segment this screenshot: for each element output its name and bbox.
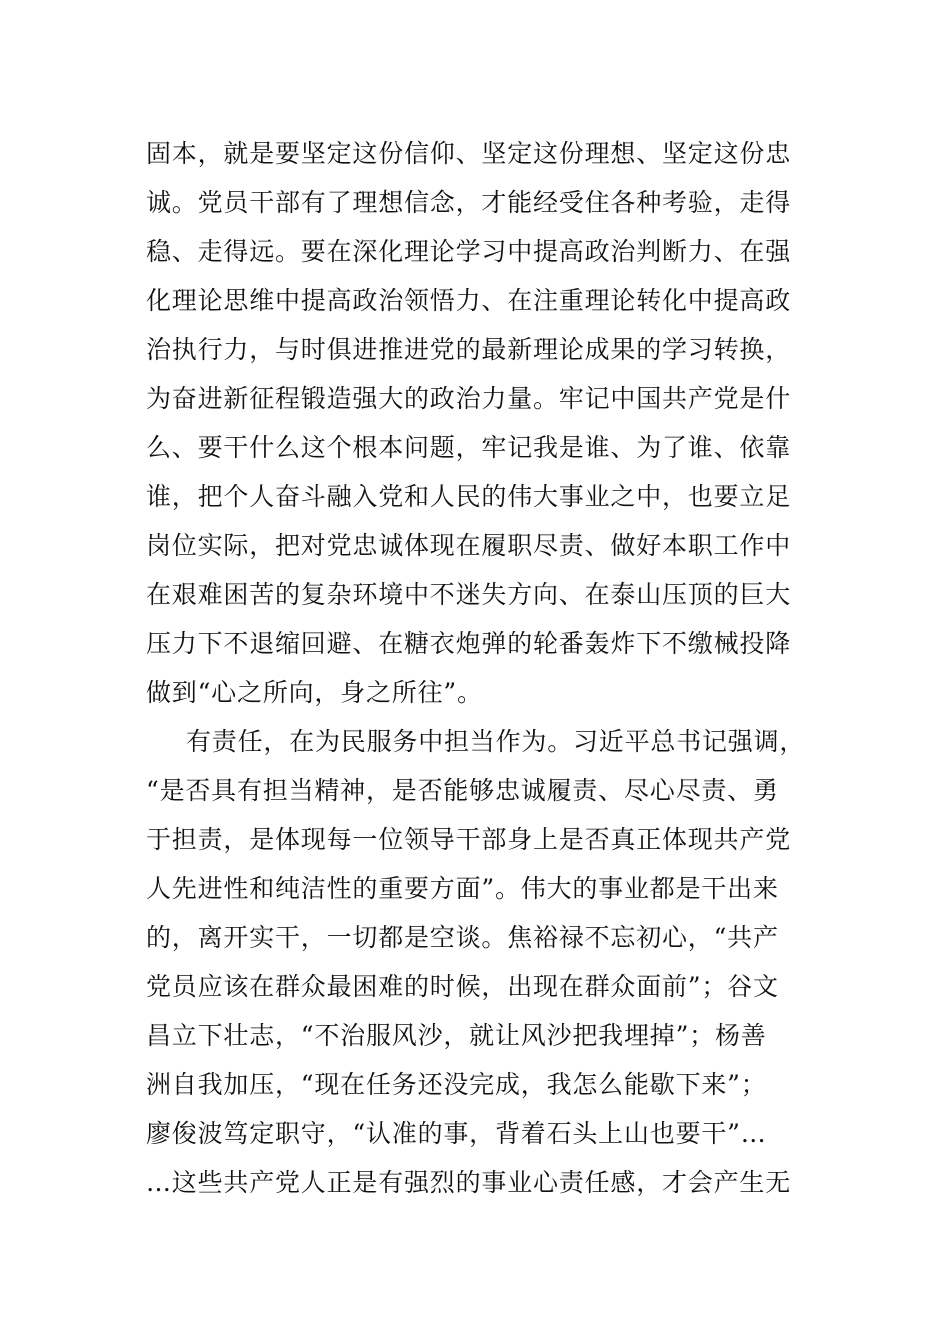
text-line: …这些共产党人正是有强烈的事业心责任感，才会产生无	[146, 1168, 792, 1197]
text-line: 廖俊波笃定职守，“认准的事，背着石头上山也要干”…	[146, 1119, 767, 1148]
text-line: 人先进性和纯洁性的重要方面”。伟大的事业都是干出来	[146, 874, 779, 903]
text-line: 化理论思维中提高政治领悟力、在注重理论转化中提高政	[146, 286, 792, 315]
text-line: 治执行力，与时俱进推进党的最新理论成果的学习转换，	[146, 335, 792, 364]
text-line: 压力下不退缩回避、在糖衣炮弹的轮番轰炸下不缴械投降	[146, 629, 792, 658]
text-line: 的，离开实干，一切都是空谈。焦裕禄不忘初心，“共产	[146, 923, 779, 952]
paragraph-first-line: 有责任，在为民服务中担当作为。习近平总书记强调，	[186, 727, 806, 756]
text-line: 党员应该在群众最困难的时候，出现在群众面前”；谷文	[146, 972, 779, 1001]
text-line: 么、要干什么这个根本问题，牢记我是谁、为了谁、依靠	[146, 433, 792, 462]
text-line: 岗位实际，把对党忠诚体现在履职尽责、做好本职工作中	[146, 531, 792, 560]
text-line: 谁，把个人奋斗融入党和人民的伟大事业之中，也要立足	[146, 482, 792, 511]
text-line: 在艰难困苦的复杂环境中不迷失方向、在泰山压顶的巨大	[146, 580, 792, 609]
text-line: 做到“心之所向，身之所往”。	[146, 678, 483, 707]
text-line: 为奋进新征程锻造强大的政治力量。牢记中国共产党是什	[146, 384, 792, 413]
text-line: “是否具有担当精神，是否能够忠诚履责、尽心尽责、勇	[146, 776, 779, 805]
text-line: 诚。党员干部有了理想信念，才能经受住各种考验，走得	[146, 188, 792, 217]
text-line: 固本，就是要坚定这份信仰、坚定这份理想、坚定这份忠	[146, 139, 792, 168]
text-line: 稳、走得远。要在深化理论学习中提高政治判断力、在强	[146, 237, 792, 266]
text-line: 洲自我加压，“现在任务还没完成，我怎么能歇下来”；	[146, 1070, 767, 1099]
text-line: 于担责，是体现每一位领导干部身上是否真正体现共产党	[146, 825, 792, 854]
text-line: 昌立下壮志，“不治服风沙，就让风沙把我埋掉”；杨善	[146, 1021, 767, 1050]
